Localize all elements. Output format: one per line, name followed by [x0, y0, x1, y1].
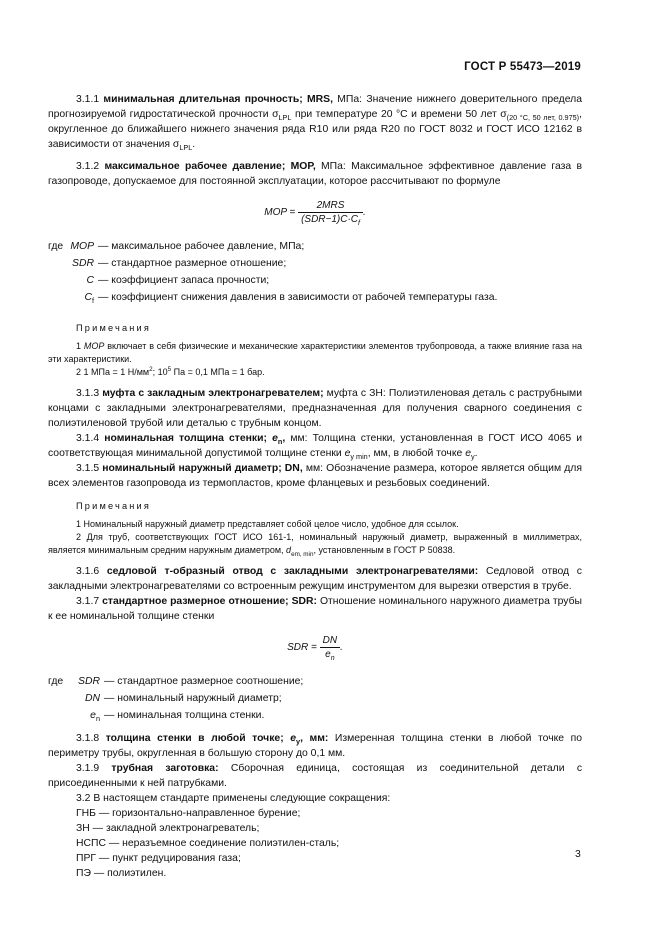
subscript: y — [296, 737, 301, 747]
term: трубная заготовка: — [111, 763, 219, 774]
where-definition: — коэффициент запаса прочности; — [98, 275, 270, 286]
term-text: , мм: — [300, 733, 329, 744]
definition-text: Сборочная единица, состоящая из соединительной детали с присоединенными к ней патрубками. — [48, 763, 583, 789]
fraction-numerator: 2MRS — [298, 199, 363, 213]
where-list-1 — [48, 238, 582, 306]
term: минимальная длительная прочность; MRS, — [103, 94, 333, 105]
where-definition: — коэффициент снижения давления в зависимости от рабочей температуры газа. — [98, 292, 498, 303]
where-row — [48, 272, 582, 289]
clause-3-1-4 — [48, 431, 582, 461]
superscript: 5 — [167, 366, 172, 373]
clause-number: 3.1.2 — [76, 161, 100, 172]
clause-3-1-2 — [48, 159, 582, 189]
clause-3-1-7 — [48, 594, 582, 624]
definition-text: Седловой отвод с закладными электронагревателями со встроенным режущим инструментом для вырезки отверстия в трубе. — [48, 566, 583, 592]
symbol: SDR — [78, 676, 100, 687]
denominator-text: e — [325, 649, 331, 660]
where-row — [48, 707, 582, 724]
where-row — [48, 255, 582, 272]
symbol: e — [344, 448, 351, 459]
clause-3-1-3 — [48, 386, 582, 431]
definition-text: при температуре 20 °С и времени 50 лет σ — [291, 109, 507, 120]
where-row — [48, 238, 582, 255]
term: муфта с закладным электронагревателем; — [102, 388, 324, 399]
where-symbol — [48, 707, 100, 724]
subscript: n — [277, 437, 283, 447]
where-symbol — [48, 673, 100, 690]
where-list-2 — [48, 673, 582, 724]
clause-number: 3.1.6 — [76, 566, 100, 577]
where-row — [48, 690, 582, 707]
abbreviation-item: ЗН — закладной электронагреватель; — [76, 823, 260, 834]
definition-text: , мм, в любой точке — [367, 448, 463, 459]
subscript: LPL — [179, 143, 193, 153]
notes-heading: Примечания — [76, 323, 152, 333]
where-symbol — [48, 690, 100, 707]
note-text: включает в себя физические и механические характеристики элементов трубопровода, а также влияние газа на эти характеристики. — [48, 341, 582, 364]
where-definition: — номинальный наружный диаметр; — [104, 693, 282, 704]
clause-number: 3.1.9 — [76, 763, 100, 774]
clause-3-1-5 — [48, 461, 582, 491]
abbreviation-item: ГНБ — горизонтально-направленное бурение; — [76, 808, 301, 819]
note-text: Па = 0,1 МПа = 1 бар. — [171, 367, 265, 377]
where-definition: — стандартное размерное отношение; — [98, 258, 287, 269]
where-prefix: где — [48, 676, 64, 687]
definition-text: муфта с ЗН: Полиэтиленовая деталь с раструбными концами с закладными электронагревателями, предназначенная для получения сварного соединения с полиэтиленовой трубой или деталью с трубным концом. — [48, 388, 582, 429]
symbol: e — [90, 710, 96, 721]
document-body — [48, 92, 582, 881]
definition-text: Значение нижнего доверительного предела прогнозируемой гидростатической прочности σ — [48, 94, 582, 120]
unit: МПа: — [337, 94, 363, 105]
definition-text: Измеренная толщина стенки в любой точке по периметру трубы, округленная в большую сторону до 0,1 мм. — [48, 733, 583, 759]
where-definition: — стандартное размерное соотношение; — [104, 676, 304, 687]
where-prefix: где — [48, 241, 64, 252]
subscript: LPL — [278, 113, 292, 123]
symbol: MOP — [83, 341, 105, 351]
where-symbol — [48, 255, 94, 272]
abbreviation-item: ПЭ — полиэтилен. — [76, 868, 167, 879]
where-definition: — номинальная толщина стенки. — [104, 710, 265, 721]
note-1 — [48, 340, 582, 366]
symbol: DN — [84, 693, 100, 704]
clause-number: 3.1.3 — [76, 388, 100, 399]
formula-lhs: MOP = — [264, 207, 296, 219]
where-row — [48, 673, 582, 690]
definition-text: мм: Толщина стенки, установленная в ГОСТ ИСО 4065 и соответствующая минимальной допустимой толщине стенки — [48, 433, 583, 459]
notes-heading: Примечания — [76, 501, 152, 511]
clause-number: 3.1.1 — [76, 94, 100, 105]
term: номинальный наружный диаметр; DN, — [102, 463, 303, 474]
term — [104, 433, 286, 447]
definition-text: Отношение номинального наружного диаметра трубы к ее номинальной толщине стенки — [48, 596, 582, 622]
symbol: SDR — [72, 258, 94, 269]
clause-3-1-9 — [48, 761, 582, 791]
note-2 — [48, 366, 582, 379]
superscript: 2 — [149, 366, 153, 373]
definition-text: , округленное до ближайшего нижнего значения ряда R10 или ряда R20 по ГОСТ 8032 и ГОСТ ИСО 12162 в зависимости от значения σ — [48, 109, 582, 150]
abbreviation-list — [76, 806, 582, 881]
abbreviation-item: ПРГ — пункт редуцирования газа; — [76, 853, 241, 864]
formula-end: . — [340, 642, 343, 654]
symbol: C — [84, 292, 92, 303]
formula-end: . — [362, 207, 366, 219]
clause-3-2-intro: 3.2 В настоящем стандарте применены следующие сокращения: — [76, 793, 391, 804]
note-text: 2 Для труб, соответствующих ГОСТ ИСО 161-1, номинальный наружный диаметр, выраженный в миллиметрах, является минимальным средним наружным диаметром, — [48, 532, 582, 555]
fraction — [320, 634, 340, 661]
clause-3-1-8 — [48, 731, 582, 761]
definition-text: МПа: Максимальное эффективное давление газа в газопроводе, допускаемое для постоянной эксплуатации, которое рассчитывают по формуле — [48, 161, 583, 187]
where-symbol — [48, 289, 94, 306]
clause-3-1-6 — [48, 564, 582, 594]
subscript: em, min — [291, 550, 314, 558]
clause-number: 3.1.7 — [76, 596, 100, 607]
subscript: y min — [350, 452, 368, 462]
term: седловой т-образный отвод с закладными электронагревателями: — [106, 566, 479, 577]
note-text: ; 10 — [152, 367, 168, 377]
denominator-text: (SDR−1)C·C — [301, 214, 359, 225]
subscript: f — [358, 220, 360, 227]
term-text: толщина стенки в любой точке; — [105, 733, 284, 744]
document-id: ГОСТ Р 55473—2019 — [464, 61, 581, 73]
subscript: n — [330, 655, 335, 662]
fraction-numerator: DN — [320, 634, 340, 648]
subscript: y — [470, 452, 475, 462]
clause-3-1-1: 3.1.1 минимальная длительная прочность; MRS, МПа: Значение нижнего доверительного предела прогнозируемой гидростатической прочности $\sigma_{LPL}$ при температуре 20 °С и времени 50 лет $\sigma_{(20 ^\circ С, 50 лет, 0.975)}$, округленное до ближайшего нижнего значения ряда R10 или ряда R20 по ГОСТ 8032 и ГОСТ ИСО 12162 в зависимости от значения $\sigma_{LPL}$. — [48, 94, 582, 153]
where-row — [48, 289, 582, 306]
term — [105, 733, 329, 747]
abbreviation-item: НСПС — неразъемное соединение полиэтилен-сталь; — [76, 838, 340, 849]
symbol: e — [465, 448, 471, 459]
term-text: номинальная толщина стенки; — [104, 433, 267, 444]
fraction — [298, 199, 363, 226]
note-text: 2 1 МПа = 1 Н/мм — [76, 367, 150, 377]
term: максимальное рабочее давление; МОР, — [104, 161, 316, 172]
clause-number: 3.1.8 — [76, 733, 100, 744]
subscript: f — [91, 296, 94, 306]
formula-lhs: SDR = — [287, 642, 317, 654]
subscript: (20 °С, 50 лет, 0.975) — [506, 113, 580, 123]
note-1: 1 Номинальный наружный диаметр представляет собой целое число, удобное для ссылок. — [76, 519, 459, 529]
note-text: , установленным в ГОСТ Р 50838. — [313, 545, 456, 555]
definition-text: мм: Обозначение размера, которое является общим для всех элементов газопровода из термопластов, кроме фланцевых и резьбовых соединений. — [48, 463, 582, 489]
clause-number: 3.1.4 — [76, 433, 100, 444]
definition-text: . — [474, 448, 478, 459]
formula-mop — [48, 199, 582, 226]
where-symbol — [48, 238, 94, 255]
symbol: C — [86, 275, 94, 286]
fraction-denominator — [320, 648, 340, 661]
symbol: MOP — [70, 241, 94, 252]
term-text: , — [282, 433, 286, 444]
subscript: n — [95, 714, 100, 724]
formula-sdr — [48, 634, 582, 661]
symbol: d — [286, 545, 292, 555]
where-symbol — [48, 272, 94, 289]
note-number: 1 — [76, 341, 82, 351]
symbol: e — [272, 433, 278, 444]
term: стандартное размерное отношение; SDR: — [102, 596, 317, 607]
page-number: 3 — [575, 849, 581, 860]
where-definition: — максимальное рабочее давление, МПа; — [98, 241, 305, 252]
note-2 — [48, 531, 582, 557]
symbol: e — [290, 733, 297, 744]
clause-number: 3.1.5 — [76, 463, 100, 474]
fraction-denominator — [298, 213, 363, 226]
